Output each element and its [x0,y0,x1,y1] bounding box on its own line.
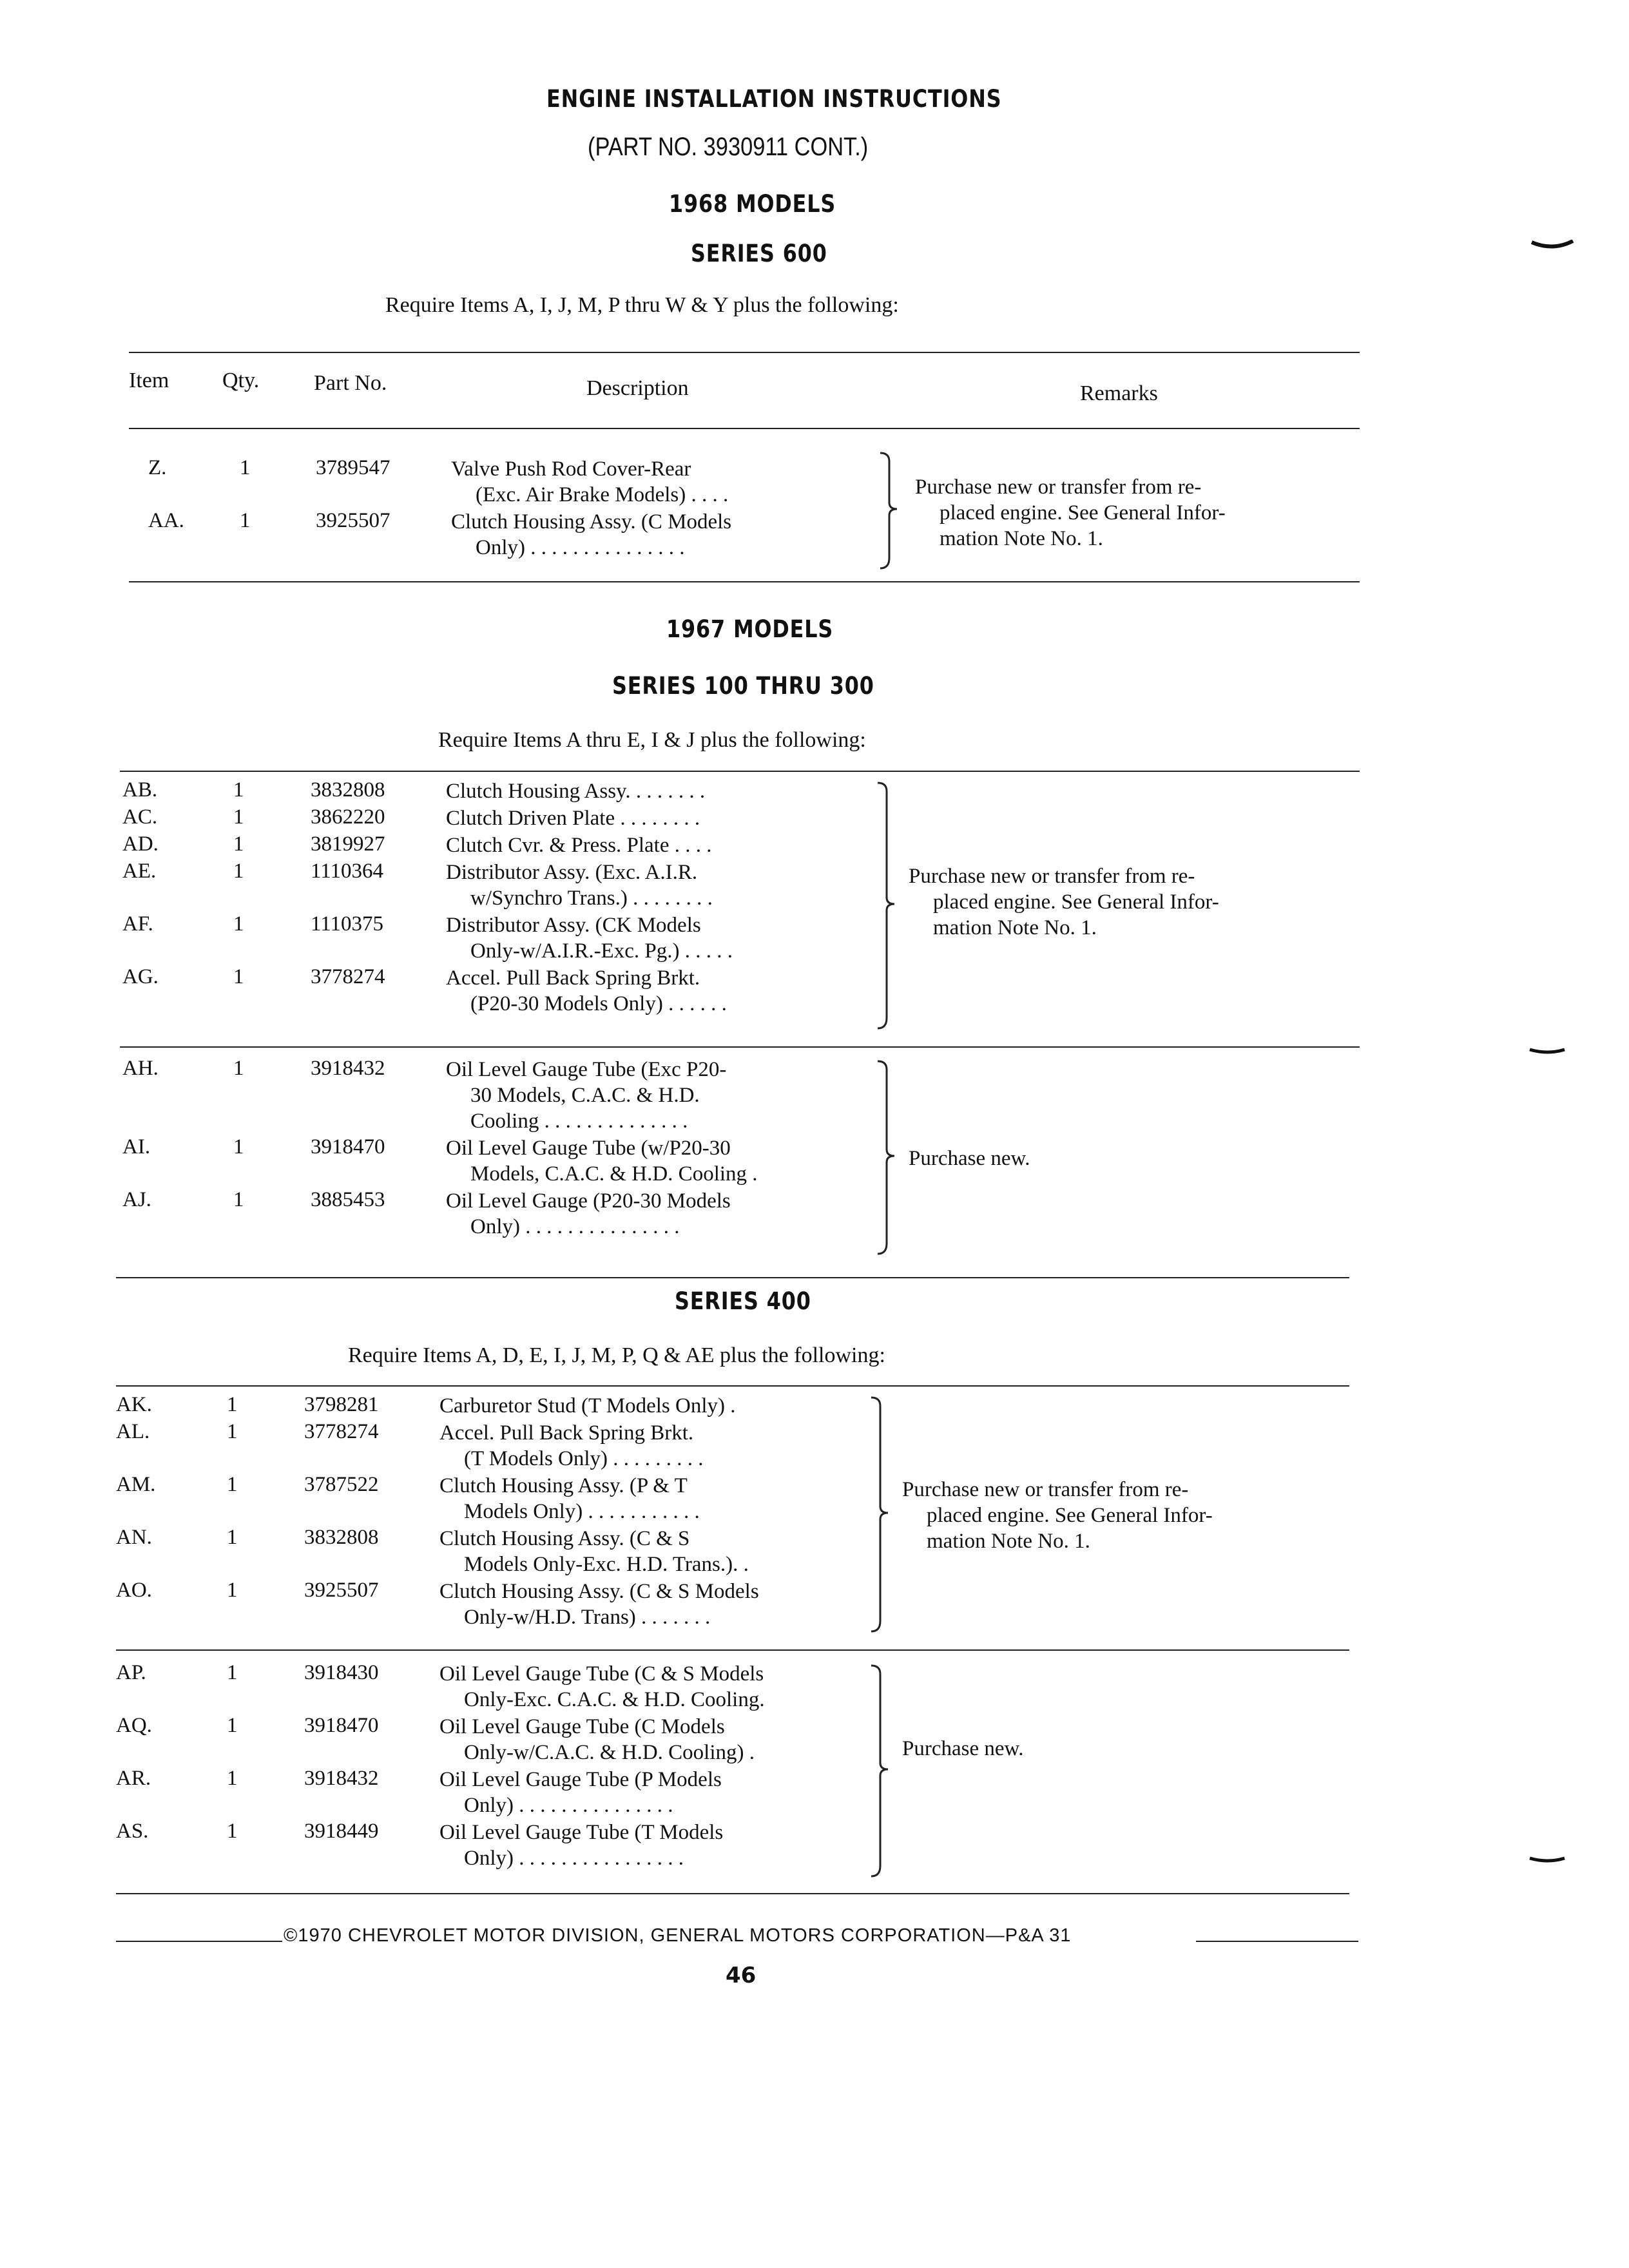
remarks-line: placed engine. See General Infor- [940,501,1226,524]
section-series-heading: SERIES 400 [675,1287,811,1315]
require-items-note: Require Items A, D, E, I, J, M, P, Q & AE plus the following: [348,1343,885,1367]
item-code: AQ. [116,1714,152,1737]
item-code: AJ. [122,1188,151,1211]
description-line: 30 Models, C.A.C. & H.D. [470,1084,700,1107]
item-code: AD. [122,832,159,856]
description-line: Oil Level Gauge Tube (P Models [439,1768,722,1791]
description-line: Clutch Housing Assy. . . . . . . . [446,780,706,803]
group-separator-rule [120,1046,1360,1048]
description-line: Clutch Housing Assy. (C & S Models [439,1580,759,1603]
column-header-qty: Qty. [222,369,260,392]
description-line: Clutch Housing Assy. (P & T [439,1474,688,1497]
remarks-line: Purchase new or transfer from re- [915,476,1202,499]
remarks-line: mation Note No. 1. [927,1530,1090,1553]
quantity: 1 [233,965,244,988]
part-number: 3918432 [311,1057,385,1080]
remarks-line: mation Note No. 1. [940,527,1103,550]
remarks-note [902,1477,1213,1554]
item-code: AB. [122,778,158,802]
document-title: ENGINE INSTALLATION INSTRUCTIONS [546,85,1002,113]
description-line: Oil Level Gauge (P20-30 Models [446,1189,731,1213]
column-header-part-no: Part No. [314,371,387,395]
item-code: AE. [122,860,157,883]
item-code: AH. [122,1057,159,1080]
remarks-line: placed engine. See General Infor- [933,890,1219,914]
part-number: 1110364 [311,860,384,883]
part-number: 3819927 [311,832,385,856]
description-line: (P20-30 Models Only) . . . . . . [470,992,727,1015]
section-models-heading: 1967 MODELS [666,615,834,643]
footer-rule-left [116,1941,282,1942]
part-number: 3778274 [311,965,385,988]
section-end-rule [129,581,1360,582]
description-line: Carburetor Stud (T Models Only) . [439,1394,736,1418]
description-line: Only-w/H.D. Trans) . . . . . . . [464,1606,711,1629]
part-number: 3918449 [304,1820,379,1843]
description-line: (T Models Only) . . . . . . . . . [464,1447,704,1470]
part-number: 3798281 [304,1393,379,1416]
item-code: AN. [116,1526,152,1549]
page-number: 46 [726,1963,757,1988]
quantity: 1 [233,1057,244,1080]
description-line: Models, C.A.C. & H.D. Cooling . [470,1162,758,1186]
item-code: AO. [116,1579,152,1602]
description-line: Clutch Housing Assy. (C Models [451,510,732,533]
quantity: 1 [233,860,244,883]
part-number: 3918430 [304,1661,379,1684]
quantity: 1 [227,1473,238,1496]
quantity: 1 [233,1188,244,1211]
remarks-line: Purchase new. [902,1737,1024,1760]
copyright-line: ©1970 CHEVROLET MOTOR DIVISION, GENERAL MOTORS CORPORATION—P&A 31 [284,1925,1072,1946]
item-code: AM. [116,1473,156,1496]
description-line: w/Synchro Trans.) . . . . . . . . [470,887,713,910]
require-items-note: Require Items A thru E, I & J plus the following: [438,728,866,752]
group-separator-rule [116,1649,1349,1651]
part-number: 3918470 [304,1714,379,1737]
quantity: 1 [233,832,244,856]
description-line: Only) . . . . . . . . . . . . . . . [464,1794,673,1817]
remarks-line: Purchase new or transfer from re- [909,865,1195,888]
remarks-line: placed engine. See General Infor- [927,1504,1213,1527]
remarks-note [909,863,1219,941]
description-line: Oil Level Gauge Tube (C Models [439,1715,725,1738]
part-number: 3885453 [311,1188,385,1211]
item-code: AL. [116,1420,150,1443]
description-line: Oil Level Gauge Tube (Exc P20- [446,1058,727,1081]
description-line: Accel. Pull Back Spring Brkt. [439,1421,694,1445]
margin-mark [1530,240,1576,253]
remarks-note [915,474,1226,552]
description-line: Valve Push Rod Cover-Rear [451,457,691,481]
item-code: AF. [122,912,153,936]
description-line: Distributor Assy. (Exc. A.I.R. [446,861,698,884]
grouping-brace [869,1396,894,1634]
description-line: Only-w/A.I.R.-Exc. Pg.) . . . . . [470,939,733,963]
grouping-brace [869,1664,894,1879]
part-number: 3925507 [316,509,390,532]
part-number: 3789547 [316,456,390,479]
quantity: 1 [233,1135,244,1158]
description-line: Distributor Assy. (CK Models [446,914,701,937]
part-number: 3925507 [304,1579,379,1602]
item-code: AR. [116,1767,151,1790]
table-header-rule [129,428,1360,429]
item-code: AI. [122,1135,151,1158]
remarks-note [902,1736,1023,1762]
description-line: Only) . . . . . . . . . . . . . . . . [464,1847,684,1870]
quantity: 1 [227,1714,238,1737]
description-line: Models Only-Exc. H.D. Trans.). . [464,1553,749,1576]
quantity: 1 [227,1393,238,1416]
remarks-line: Purchase new or transfer from re- [902,1478,1189,1501]
description-line: Only-w/C.A.C. & H.D. Cooling) . [464,1741,755,1764]
footer-rule-right [1196,1941,1358,1942]
part-number: 3787522 [304,1473,379,1496]
table-top-rule [120,771,1360,772]
description-line: Only) . . . . . . . . . . . . . . . [470,1215,680,1238]
quantity: 1 [227,1579,238,1602]
margin-mark [1528,1856,1567,1865]
table-top-rule [116,1385,1349,1387]
column-header-item: Item [129,369,169,392]
quantity: 1 [227,1526,238,1549]
description-line: Clutch Housing Assy. (C & S [439,1527,690,1550]
item-code: Z. [148,456,167,479]
quantity: 1 [233,805,244,829]
margin-mark [1528,1047,1567,1056]
part-number: 3918470 [311,1135,385,1158]
require-items-note: Require Items A, I, J, M, P thru W & Y plus the following: [385,293,899,317]
grouping-brace [875,1059,901,1256]
remarks-line: mation Note No. 1. [933,916,1097,939]
description-line: Only) . . . . . . . . . . . . . . . [476,536,685,559]
part-number-subtitle: (PART NO. 3930911 CONT.) [588,133,869,161]
item-code: AK. [116,1393,152,1416]
column-header-description: Description [586,376,689,400]
item-code: AS. [116,1820,149,1843]
quantity: 1 [233,912,244,936]
part-number: 3832808 [304,1526,379,1549]
item-code: AG. [122,965,159,988]
quantity: 1 [227,1820,238,1843]
section-series-heading: SERIES 100 THRU 300 [612,672,874,700]
part-number: 3862220 [311,805,385,829]
quantity: 1 [227,1661,238,1684]
item-code: AC. [122,805,158,829]
description-line: (Exc. Air Brake Models) . . . . [476,483,729,506]
section-series-heading: SERIES 600 [691,240,827,267]
section-models-heading: 1968 MODELS [669,190,836,218]
part-number: 1110375 [311,912,384,936]
remarks-line: Purchase new. [909,1147,1030,1170]
grouping-brace [878,451,903,571]
item-code: AP. [116,1661,146,1684]
table-top-rule [129,352,1360,353]
section-end-rule [116,1277,1349,1278]
part-number: 3832808 [311,778,385,802]
quantity: 1 [227,1420,238,1443]
description-line: Oil Level Gauge Tube (C & S Models [439,1662,764,1686]
part-number: 3918432 [304,1767,379,1790]
description-line: Cooling . . . . . . . . . . . . . . [470,1110,688,1133]
column-header-remarks: Remarks [1080,381,1158,405]
description-line: Oil Level Gauge Tube (T Models [439,1821,724,1844]
quantity: 1 [227,1767,238,1790]
description-line: Clutch Cvr. & Press. Plate . . . . [446,834,712,857]
remarks-note [909,1146,1030,1171]
table-bottom-rule [116,1893,1349,1894]
description-line: Only-Exc. C.A.C. & H.D. Cooling. [464,1688,765,1711]
description-line: Clutch Driven Plate . . . . . . . . [446,807,700,830]
grouping-brace [875,781,901,1031]
description-line: Models Only) . . . . . . . . . . . [464,1500,700,1523]
description-line: Oil Level Gauge Tube (w/P20-30 [446,1137,731,1160]
item-code: AA. [148,509,184,532]
part-number: 3778274 [304,1420,379,1443]
description-line: Accel. Pull Back Spring Brkt. [446,966,700,990]
quantity: 1 [240,456,251,479]
quantity: 1 [233,778,244,802]
quantity: 1 [240,509,251,532]
